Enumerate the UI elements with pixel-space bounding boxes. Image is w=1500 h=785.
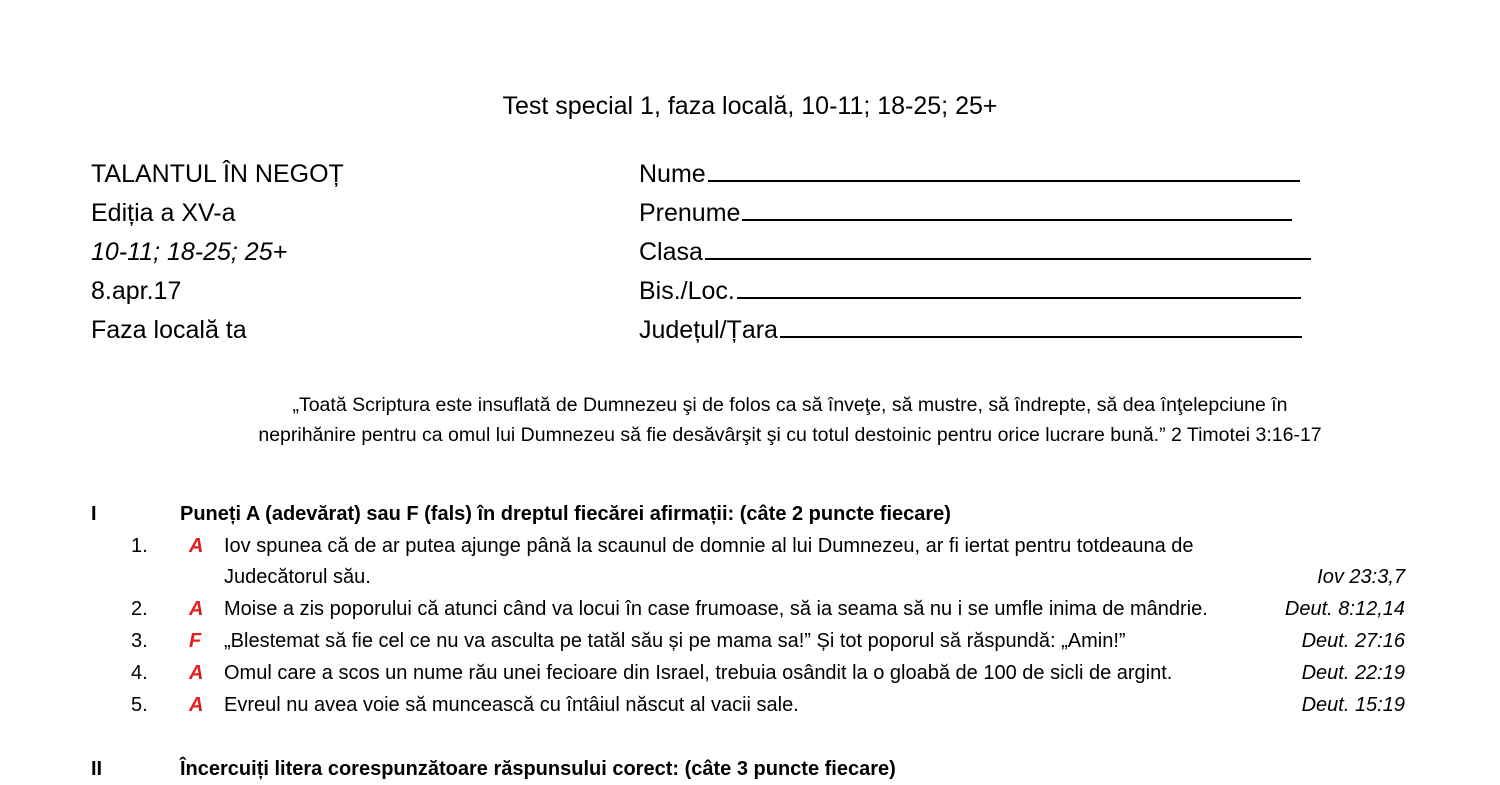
scripture-quote [0, 390, 1500, 450]
section-1-number: I [91, 503, 97, 525]
question-text: Iov spunea că de ar putea ajunge până la scaunul de domnie al lui Dumnezeu, ar fi iertat pentru totdeauna de [224, 535, 1194, 557]
name-field[interactable] [639, 160, 1300, 189]
quote-line-1: „Toată Scriptura este insuflată de Dumnezeu şi de folos ca să înveţe, să mustre, să îndrepte, să dea înţelepciune în [292, 394, 1288, 416]
bible-reference: Deut. 27:16 [1301, 630, 1405, 652]
bible-reference: Deut. 8:12,14 [1284, 598, 1405, 620]
bible-reference: Deut. 22:19 [1301, 662, 1405, 684]
section-2-title: Încercuiți litera corespunzătoare răspunsului corect: (câte 3 puncte fiecare) [180, 758, 896, 780]
class-line[interactable] [705, 238, 1311, 260]
question-text: Evreul nu avea voie să muncească cu întâiul născut al vacii sale. [224, 694, 799, 716]
question-number: 1. [131, 535, 148, 557]
edition: Ediția a XV-a [91, 199, 236, 227]
section-2-number: II [91, 758, 103, 780]
surname-field[interactable] [639, 199, 1292, 228]
page-title: Test special 1, faza locală, 10-11; 18-25; 25+ [502, 92, 998, 120]
question-text: Moise a zis poporului că atunci când va locui în case frumoase, să ia seama să nu i se umfle inima de mândrie. [224, 598, 1208, 620]
date: 8.apr.17 [91, 277, 182, 305]
church-field[interactable] [639, 277, 1301, 306]
question-text: Omul care a scos un nume rău unei fecioare din Israel, trebuia osândit la o gloabă de 100 de sicli de argint. [224, 662, 1173, 684]
question-number: 4. [131, 662, 148, 684]
church-label: Bis./Loc. [639, 277, 735, 305]
answer-mark[interactable]: F [189, 630, 202, 652]
question-number: 2. [131, 598, 148, 620]
class-label: Clasa [639, 238, 703, 266]
question-number: 5. [131, 694, 148, 716]
question-text-continued: Judecătorul său. [224, 566, 371, 588]
answer-mark[interactable]: A [189, 662, 204, 684]
phase: Faza locală ta [91, 316, 247, 344]
answer-mark[interactable]: A [189, 535, 204, 557]
county-field[interactable] [639, 316, 1302, 345]
bible-reference: Iov 23:3,7 [1317, 566, 1405, 588]
church-line[interactable] [737, 277, 1301, 299]
bible-reference: Deut. 15:19 [1301, 694, 1405, 716]
name-line[interactable] [708, 160, 1300, 182]
answer-mark[interactable]: A [189, 694, 204, 716]
name-label: Nume [639, 160, 706, 188]
question-number: 3. [131, 630, 148, 652]
county-line[interactable] [780, 316, 1302, 338]
contest-name: TALANTUL ÎN NEGOȚ [91, 160, 344, 188]
quote-line-2: neprihănire pentru ca omul lui Dumnezeu să fie desăvârşit şi cu totul destoinic pentru orice lucrare bună.” 2 Timotei 3:16-17 [258, 424, 1322, 446]
class-field[interactable] [639, 238, 1311, 267]
surname-label: Prenume [639, 199, 741, 227]
question-text: „Blestemat să fie cel ce nu va asculta pe tatăl său și pe mama sa!” Și tot poporul să răspundă: „Amin!” [224, 630, 1126, 652]
age-groups: 10-11; 18-25; 25+ [91, 238, 288, 266]
answer-mark[interactable]: A [189, 598, 204, 620]
county-label: Județul/Țara [639, 316, 778, 344]
surname-line[interactable] [742, 199, 1292, 221]
section-1-title: Puneți A (adevărat) sau F (fals) în dreptul fiecărei afirmații: (câte 2 puncte fiecare) [180, 503, 951, 525]
